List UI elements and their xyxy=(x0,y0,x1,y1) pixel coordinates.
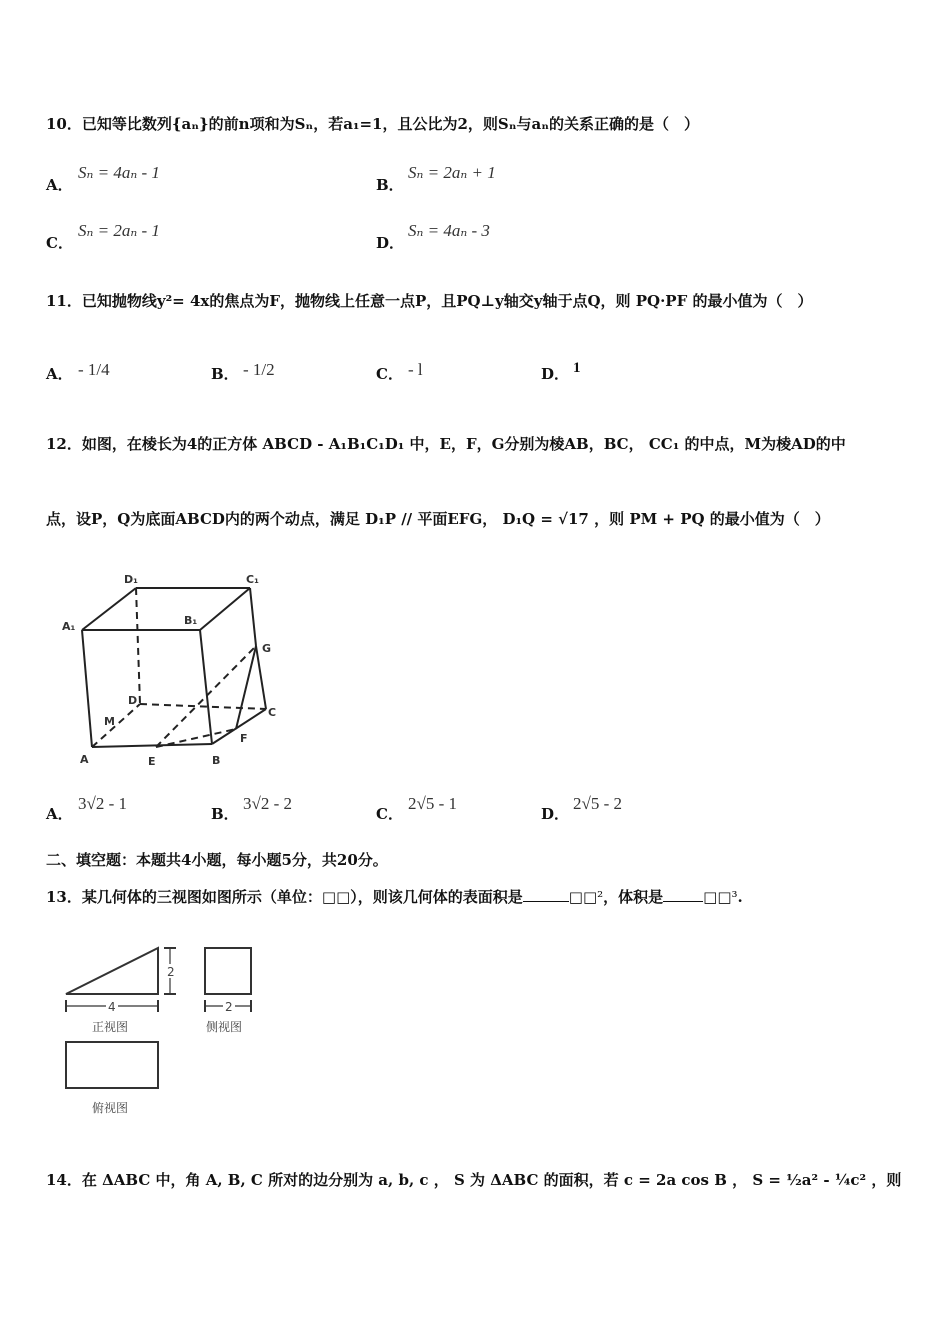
q13-area-blank[interactable] xyxy=(523,887,569,902)
q10-option-c-label: C． xyxy=(46,234,73,252)
label-a1: A₁ xyxy=(62,620,76,633)
q13-stem-a: 13．某几何体的三视图如图所示（单位： xyxy=(46,888,322,906)
side-view-square xyxy=(205,948,251,994)
edge-d1d xyxy=(136,588,140,704)
q13-unit: □□ xyxy=(321,888,351,906)
label-a: A xyxy=(80,753,89,766)
q10-stem: 10．已知等比数列{aₙ}的前n项和为Sₙ，若a₁=1，且公比为2，则Sₙ与aₙ的关系正确的是（ ） xyxy=(46,115,700,133)
q10-option-d-expr: Sₙ = 4aₙ - 3 xyxy=(408,221,490,240)
q11-option-b-label: B． xyxy=(211,365,239,383)
top-view-rectangle xyxy=(66,1042,158,1088)
question-11 xyxy=(46,291,812,311)
question-13 xyxy=(46,887,743,907)
label-d1: D₁ xyxy=(124,573,138,586)
q13-stem-c: ，体积是 xyxy=(603,888,664,906)
q13-volume-unit: □□³ xyxy=(703,888,738,906)
label-b1: B₁ xyxy=(184,614,198,627)
edge-ad xyxy=(92,704,140,747)
q11-option-a-label: A． xyxy=(46,365,73,383)
section-2-title: 二、填空题：本题共4小题，每小题5分，共20分。 xyxy=(46,851,388,869)
front-height-label: 2 xyxy=(167,965,175,979)
q10-option-d-label: D． xyxy=(376,234,405,252)
q13-volume-blank[interactable] xyxy=(663,887,703,902)
question-12-line-1: 12．如图，在棱长为4的正方体 ABCD - A₁B₁C₁D₁ 中，E，F，G分别为棱AB，BC， CC₁ 的中点，M为棱AD的中 xyxy=(46,435,846,453)
q12-option-d-expr: 2√5 - 2 xyxy=(573,794,622,813)
q12-option-c-label: C． xyxy=(376,805,403,823)
q12-option-a-label: A． xyxy=(46,805,73,823)
question-12-line-2: 点，设P，Q为底面ABCD内的两个动点，满足 D₁P // 平面EFG， D₁Q = √17 ，则 PM + PQ 的最小值为（ ） xyxy=(46,510,830,528)
top-view-caption: 俯视图 xyxy=(92,1101,129,1115)
q13-stem-b: ），则该几何体的表面积是 xyxy=(350,888,523,906)
label-g: G xyxy=(262,642,272,655)
q13-area-unit: □□² xyxy=(568,888,604,906)
edge-ab xyxy=(92,744,212,747)
label-f: F xyxy=(240,732,248,745)
label-e: E xyxy=(148,755,156,768)
three-views-figure xyxy=(60,942,290,1122)
front-view-triangle xyxy=(66,948,158,994)
q12-option-c-expr: 2√5 - 1 xyxy=(408,794,457,813)
side-view-caption: 侧视图 xyxy=(206,1020,243,1034)
q10-option-b-label: B． xyxy=(376,176,404,194)
edge-c1g xyxy=(250,588,256,646)
q11-option-b-expr: - 1/2 xyxy=(243,360,275,379)
label-c: C xyxy=(268,706,277,719)
edge-dc xyxy=(140,704,266,709)
q12-option-b-label: B． xyxy=(211,805,239,823)
label-b: B xyxy=(212,754,221,767)
question-14: 14．在 ΔABC 中，角 A, B, C 所对的边分别为 a, b, c ， S 为 ΔABC 的面积，若 c = 2a cos B ， S = ½a² - ¼c² ，则 xyxy=(46,1171,902,1189)
edge-b1b xyxy=(200,630,212,744)
q11-option-c-label: C． xyxy=(376,365,403,383)
q11-option-d-expr: 1 xyxy=(573,360,581,376)
q11-option-a-expr: - 1/4 xyxy=(78,360,110,379)
q11-option-d-label: D． xyxy=(541,365,570,383)
label-d: D xyxy=(128,694,138,707)
q12-option-b-expr: 3√2 - 2 xyxy=(243,794,292,813)
question-10 xyxy=(46,114,699,134)
side-width-label: 2 xyxy=(225,1000,233,1014)
edge-a1a xyxy=(82,630,92,747)
q12-option-a-expr: 3√2 - 1 xyxy=(78,794,127,813)
q10-option-a-expr: Sₙ = 4aₙ - 1 xyxy=(78,163,160,182)
q10-option-b-expr: Sₙ = 2aₙ + 1 xyxy=(408,163,496,182)
q12-option-d-label: D． xyxy=(541,805,570,823)
label-c1: C₁ xyxy=(246,573,259,586)
cube-figure xyxy=(60,572,300,772)
q10-option-a-label: A． xyxy=(46,176,73,194)
q13-stem-d: . xyxy=(737,888,743,906)
edge-b1c1 xyxy=(200,588,250,630)
q11-option-c-expr: - l xyxy=(408,360,423,379)
edge-a1d1 xyxy=(82,588,136,630)
label-m: M xyxy=(104,715,115,728)
edge-gc xyxy=(256,646,266,709)
front-width-label: 4 xyxy=(108,1000,116,1014)
q10-option-c-expr: Sₙ = 2aₙ - 1 xyxy=(78,221,160,240)
q11-stem: 11．已知抛物线y²= 4x的焦点为F，抛物线上任意一点P，且PQ⊥y轴交y轴于点Q，则 PQ·PF 的最小值为（ ） xyxy=(46,292,813,310)
front-view-caption: 正视图 xyxy=(92,1020,129,1034)
